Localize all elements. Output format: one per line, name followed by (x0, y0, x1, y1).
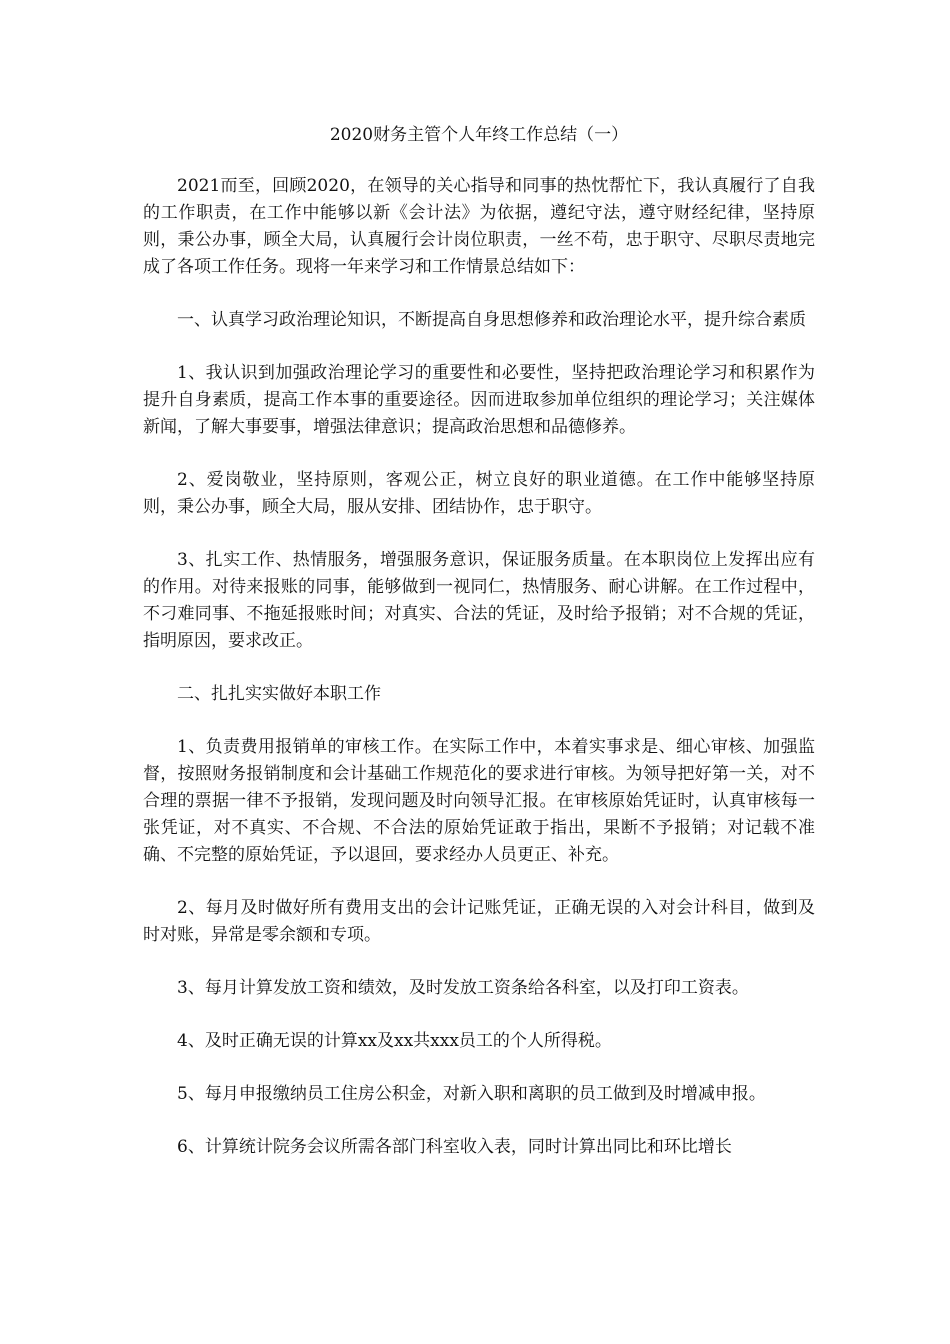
paragraph-1-3: 3、扎实工作、热情服务，增强服务意识，保证服务质量。在本职岗位上发挥出应有的作用。对待来报账的同事，能够做到一视同仁，热情服务、耐心讲解。在工作过程中，不刁难同事、不拖延报账时间；对真实、合法的凭证，及时给予报销；对不合规的凭证，指明原因，要求改正。 (143, 550, 815, 651)
paragraph-2-3: 3、每月计算发放工资和绩效，及时发放工资条给各科室，以及打印工资表。 (177, 978, 749, 998)
paragraph-1-2: 2、爱岗敬业，坚持原则，客观公正，树立良好的职业道德。在工作中能够坚持原则，秉公办事，顾全大局，服从安排、团结协作，忠于职守。 (143, 470, 815, 517)
paragraph-2-4: 4、及时正确无误的计算xx及xx共xxx员工的个人所得税。 (177, 1031, 612, 1051)
paragraph-2-2: 2、每月及时做好所有费用支出的会计记账凭证，正确无误的入对会计科目，做到及时对账，异常是零余额和专项。 (143, 898, 815, 945)
section-heading-1: 一、认真学习政治理论知识，不断提高自身思想修养和政治理论水平，提升综合素质 (177, 310, 806, 330)
paragraph-2-6: 6、计算统计院务会议所需各部门科室收入表，同时计算出同比和环比增长 (177, 1137, 732, 1157)
paragraph-2-5: 5、每月申报缴纳员工住房公积金，对新入职和离职的员工做到及时增减申报。 (177, 1084, 766, 1104)
section-heading-2: 二、扎扎实实做好本职工作 (177, 684, 381, 704)
document-title: 2020财务主管个人年终工作总结（一） (329, 125, 629, 145)
paragraph-2-1: 1、负责费用报销单的审核工作。在实际工作中，本着实事求是、细心审核、加强监督，按照财务报销制度和会计基础工作规范化的要求进行审核。为领导把好第一关，对不合理的票据一律不予报销，发现问题及时向领导汇报。在审核原始凭证时，认真审核每一张凭证，对不真实、不合规、不合法的原始凭证敢于指出，果断不予报销；对记载不准确、不完整的原始凭证，予以退回，要求经办人员更正、补充。 (143, 737, 815, 865)
paragraph-intro: 2021而至，回顾2020，在领导的关心指导和同事的热忱帮忙下，我认真履行了自我的工作职责，在工作中能够以新《会计法》为依据，遵纪守法，遵守财经纪律，坚持原则，秉公办事，顾全大局，认真履行会计岗位职责，一丝不苟，忠于职守、尽职尽责地完成了各项工作任务。现将一年来学习和工作情景总结如下： (143, 176, 815, 277)
paragraph-1-1: 1、我认识到加强政治理论学习的重要性和必要性，坚持把政治理论学习和积累作为提升自身素质，提高工作本事的重要途径。因而进取参加单位组织的理论学习；关注媒体新闻，了解大事要事，增强法律意识；提高政治思想和品德修养。 (143, 363, 815, 437)
document-page (143, 122, 815, 1187)
